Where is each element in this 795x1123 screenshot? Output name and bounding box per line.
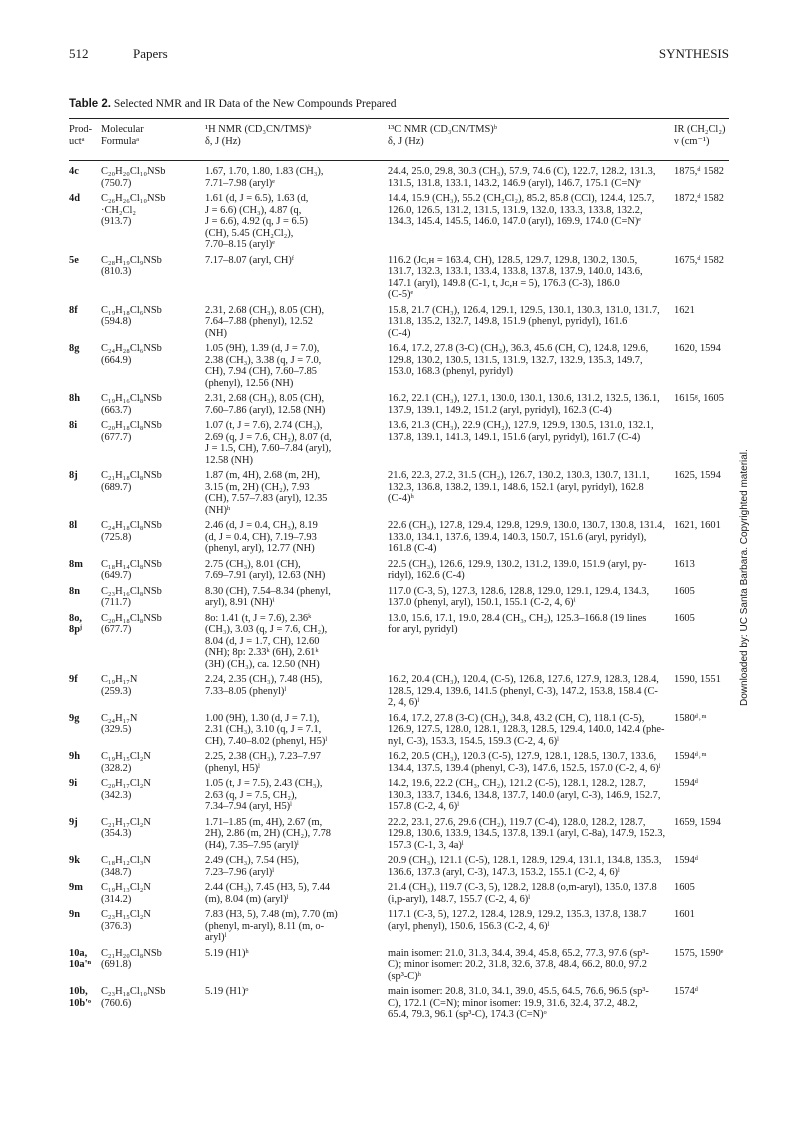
product-cell: 8o, 8pʲ bbox=[69, 612, 82, 635]
ir-cell: 1621, 1601 bbox=[674, 520, 721, 531]
formula-cell: C₂₀H₁₈Cl₈NSb (677.7) bbox=[101, 420, 162, 443]
section-name: Papers bbox=[133, 46, 168, 61]
page-header bbox=[69, 46, 729, 62]
ir-cell: 1594ᵈ bbox=[674, 778, 699, 789]
caption-text: Selected NMR and IR Data of the New Compounds Prepared bbox=[113, 98, 397, 110]
h-nmr-cell: 1.87 (m, 4H), 2.68 (m, 2H), 3.15 (m, 2H) (CH₂), 7.93 (CH), 7.57–7.83 (aryl), 12.35 (NH)ʰ bbox=[205, 470, 328, 516]
table-row bbox=[69, 393, 729, 420]
product-cell: 9g bbox=[69, 712, 80, 724]
table-body bbox=[69, 166, 729, 1025]
ir-cell: 1580ᵈ˒ᵐ bbox=[674, 712, 707, 724]
ir-cell: 1620, 1594 bbox=[674, 343, 721, 354]
h-nmr-cell: 2.31, 2.68 (CH₃), 8.05 (CH), 7.64–7.88 (phenyl), 12.52 (NH) bbox=[205, 304, 325, 339]
ir-cell: 1590, 1551 bbox=[674, 674, 721, 685]
ir-cell: 1872,ᵈ 1582 bbox=[674, 193, 724, 204]
c-nmr-cell: 16.2, 22.1 (CH₃), 127.1, 130.0, 130.1, 130.6, 131.2, 132.5, 136.1, 137.9, 139.1, 149.2, 151.2 (aryl, pyridyl), 162.3 (C-4) bbox=[388, 393, 660, 416]
column-product: Prod- uctᵃ bbox=[69, 124, 93, 147]
h-nmr-cell: 1.61 (d, J = 6.5), 1.63 (d, J = 6.6) (CH₃), 4.87 (q, J = 6.6), 4.92 (q, J = 6.5) (CH), 5.45 (CH₂Cl₂), 7.70–8.15 (aryl)ᵉ bbox=[205, 193, 309, 250]
table-row bbox=[69, 420, 729, 470]
table-row bbox=[69, 193, 729, 255]
ir-cell: 1875,ᵈ 1582 bbox=[674, 166, 724, 177]
table-row bbox=[69, 305, 729, 344]
table-header-rule bbox=[69, 160, 729, 161]
c-nmr-cell: main isomer: 21.0, 31.3, 34.4, 39.4, 45.8, 65.2, 77.3, 97.6 (sp³- C); minor isomer: 20.2, 31.8, 32.6, 37.8, 48.4, 66.2, 80.0, 97.2 (sp³-C)ʰ bbox=[388, 947, 649, 982]
c-nmr-cell: 16.4, 17.2, 27.8 (3-C) (CH₃), 36.3, 45.6 (CH, C), 124.8, 129.6, 129.8, 130.2, 130.5, 131.5, 131.9, 132.7, 132.9, 135.3, 149.7, 153.0, 168.3 (phenyl, pyridyl) bbox=[388, 343, 649, 377]
formula-cell: C₁₈H₁₂Cl₃N (348.7) bbox=[101, 855, 151, 878]
ir-cell: 1621 bbox=[674, 304, 695, 316]
table-row bbox=[69, 470, 729, 520]
table-row bbox=[69, 613, 729, 675]
formula-cell: C₂₀H₁₇Cl₂N (342.3) bbox=[101, 778, 151, 801]
table-row bbox=[69, 586, 729, 613]
h-nmr-cell: 1.71–1.85 (m, 4H), 2.67 (m, 2H), 2.86 (m, 2H) (CH₂), 7.78 (H4), 7.35–7.95 (aryl)ˡ bbox=[205, 816, 331, 851]
c-nmr-cell: 21.6, 22.3, 27.2, 31.5 (CH₂), 126.7, 130.2, 130.3, 130.7, 131.1, 132.3, 136.8, 138.2, 139.1, 148.6, 152.1 (aryl, pyridyl), 162.8 (C-4)ʰ bbox=[388, 470, 650, 504]
ir-cell: 1605 bbox=[674, 585, 695, 597]
product-cell: 9n bbox=[69, 909, 80, 920]
product-cell: 9h bbox=[69, 751, 80, 762]
h-nmr-cell: 2.44 (CH₃), 7.45 (H3, 5), 7.44 (m), 8.04 (m) (aryl)ˡ bbox=[205, 882, 331, 905]
h-nmr-cell: 2.75 (CH₃), 8.01 (CH), 7.69–7.91 (aryl), 12.63 (NH) bbox=[205, 558, 326, 581]
column-h-nmr: ¹H NMR (CD₃CN/TMS)ᵇ δ, J (Hz) bbox=[205, 124, 312, 147]
formula-cell: C₁₉H₁₇N (259.3) bbox=[101, 674, 138, 697]
h-nmr-cell: 1.07 (t, J = 7.6), 2.74 (CH₃), 2.69 (q, J = 7.6, CH₂), 8.07 (d, J = 1.5, CH), 7.60–7.84 (aryl), 12.58 (NH) bbox=[205, 420, 332, 466]
table-row bbox=[69, 520, 729, 559]
c-nmr-cell: main isomer: 20.8, 31.0, 34.1, 39.0, 45.5, 64.5, 76.6, 96.5 (sp³- C), 172.1 (C=N); minor isomer: 19.9, 31.6, 32.4, 37.2, 48.2, 65.4, 79.3, 96.1 (sp³-C), 174.3 (C=N)ᵒ bbox=[388, 986, 649, 1020]
product-cell: 8m bbox=[69, 558, 83, 570]
table-row bbox=[69, 855, 729, 882]
table-caption bbox=[69, 98, 397, 110]
c-nmr-cell: 22.5 (CH₃), 126.6, 129.9, 130.2, 131.2, 139.0, 151.9 (aryl, py- ridyl), 162.6 (C-4) bbox=[388, 558, 647, 581]
ir-cell: 1675,ᵈ 1582 bbox=[674, 254, 724, 266]
c-nmr-cell: 15.8, 21.7 (CH₃), 126.4, 129.1, 129.5, 130.1, 130.3, 131.0, 131.7, 131.8, 135.2, 132.7, 149.8, 151.9 (phenyl, pyridyl), 161.6 (C-4) bbox=[388, 304, 660, 339]
table-row bbox=[69, 817, 729, 856]
h-nmr-cell: 2.24, 2.35 (CH₃), 7.48 (H5), 7.33–8.05 (phenyl)ˡ bbox=[205, 674, 323, 697]
table-row bbox=[69, 343, 729, 393]
h-nmr-cell: 2.46 (d, J = 0.4, CH₃), 8.19 (d, J = 0.4, CH), 7.19–7.93 (phenyl, aryl), 12.77 (NH) bbox=[205, 520, 318, 554]
ir-cell: 1615ᵍ, 1605 bbox=[674, 393, 724, 404]
table-row bbox=[69, 909, 729, 948]
product-cell: 8f bbox=[69, 304, 78, 316]
table-row bbox=[69, 986, 729, 1025]
c-nmr-cell: 117.0 (C-3, 5), 127.3, 128.6, 128.8, 129.0, 129.1, 129.4, 134.3, 137.0 (phenyl, aryl), 150.1, 155.1 (C-2, 4, 6)ⁱ bbox=[388, 585, 650, 608]
journal-name: SYNTHESIS bbox=[658, 46, 729, 61]
product-cell: 10a, 10a'ⁿ bbox=[69, 947, 92, 970]
c-nmr-cell: 13.6, 21.3 (CH₃), 22.9 (CH₂), 127.9, 129.9, 130.5, 131.0, 132.1, 137.8, 139.1, 141.3, 149.1, 151.6 (aryl, pyridyl), 161.7 (C-4) bbox=[388, 420, 654, 443]
h-nmr-cell: 2.49 (CH₃), 7.54 (H5), 7.23–7.96 (aryl)ˡ bbox=[205, 855, 299, 878]
table-header bbox=[69, 124, 729, 158]
column-ir: IR (CH₂Cl₂) ν (cm⁻¹) bbox=[674, 124, 726, 147]
product-cell: 4d bbox=[69, 193, 80, 204]
product-cell: 9k bbox=[69, 855, 80, 866]
table-row bbox=[69, 948, 729, 987]
formula-cell: C₂₀H₁₈Cl₈NSb (677.7) bbox=[101, 612, 162, 635]
c-nmr-cell: 14.4, 15.9 (CH₃), 55.2 (CH₂Cl₂), 85.2, 85.8 (CCl), 124.4, 125.7, 126.0, 126.5, 131.2, 131.5, 131.9, 132.0, 133.3, 133.8, 132.2, 134.3, 145.4, 145.5, 146.0, 147.0 (aryl), 169.9, 174.0 (C=N)ᵉ bbox=[388, 193, 655, 227]
formula-cell: C₁₉H₁₈Cl₆NSb (594.8) bbox=[101, 304, 162, 327]
formula-cell: C₂₄H₁₈Cl₈NSb (725.8) bbox=[101, 520, 162, 543]
formula-cell: C₁₉H₁₆Cl₈NSb (663.7) bbox=[101, 393, 162, 416]
c-nmr-cell: 24.4, 25.0, 29.8, 30.3 (CH₃), 57.9, 74.6 (C), 122.7, 128.2, 131.3, 131.5, 131.8, 133.1, 143.2, 146.9 (aryl), 146.7, 175.1 (C=N)ᵉ bbox=[388, 166, 656, 189]
download-notice: Downloaded by: UC Santa Barbara. Copyrighted material. bbox=[739, 449, 750, 706]
formula-cell: C₂₄H₁₇N (329.5) bbox=[101, 712, 138, 735]
table-row bbox=[69, 255, 729, 305]
c-nmr-cell: 117.1 (C-3, 5), 127.2, 128.4, 128.9, 129.2, 135.3, 137.8, 138.7 (aryl, phenyl), 150.6, 156.3 (C-2, 4, 6)ˡ bbox=[388, 909, 647, 932]
product-cell: 10b, 10b'ᵒ bbox=[69, 986, 92, 1009]
product-cell: 8l bbox=[69, 520, 78, 531]
formula-cell: C₁₈H₁₄Cl₈NSb (649.7) bbox=[101, 558, 162, 581]
formula-cell: C₂₁H₁₇Cl₂N (354.3) bbox=[101, 816, 151, 839]
formula-cell: C₂₈H₁₉Cl₉NSb (810.3) bbox=[101, 254, 162, 277]
table-row bbox=[69, 559, 729, 586]
c-nmr-cell: 16.4, 17.2, 27.8 (3-C) (CH₃), 34.8, 43.2 (CH, C), 118.1 (C-5), 126.9, 127.5, 128.0, 128.1, 128.3, 128.5, 129.4, 140.0, 142.4 (phe- nyl, C-3), 153.3, 154.5, 159.3 (C-2, 4, 6)ˡ bbox=[388, 712, 665, 747]
ir-cell: 1594ᵈ˒ᵐ bbox=[674, 751, 707, 762]
formula-cell: C₂₃H₁₆Cl₈NSb (711.7) bbox=[101, 585, 162, 608]
formula-cell: C₁₉H₁₅Cl₂N (328.2) bbox=[101, 751, 151, 774]
column-formula: Molecular Formulaᵃ bbox=[101, 124, 144, 147]
h-nmr-cell: 8o: 1.41 (t, J = 7.6), 2.36ᵏ (CH₃), 3.03 (q, J = 7.6, CH₂), 8.04 (d, J = 1.7, CH), 12.60 (NH); 8p: 2.33ᵏ (6H), 2.61ᵏ (3H) (CH₃), ca. 12.50 (NH) bbox=[205, 612, 328, 670]
page-number: 512 bbox=[69, 46, 89, 61]
product-cell: 8n bbox=[69, 585, 80, 597]
h-nmr-cell: 8.30 (CH), 7.54–8.34 (phenyl, aryl), 8.91 (NH)ⁱ bbox=[205, 585, 331, 608]
h-nmr-cell: 5.19 (H1)ʰ bbox=[205, 947, 249, 959]
h-nmr-cell: 2.25, 2.38 (CH₃), 7.23–7.97 (phenyl, H5)ˡ bbox=[205, 751, 321, 774]
caption-label: Table 2. bbox=[69, 98, 111, 110]
product-cell: 5e bbox=[69, 254, 79, 266]
h-nmr-cell: 5.19 (H1)ᵒ bbox=[205, 986, 249, 997]
ir-cell: 1605 bbox=[674, 612, 695, 624]
c-nmr-cell: 16.2, 20.5 (CH₃), 120.3 (C-5), 127.9, 128.1, 128.5, 130.7, 133.6, 134.4, 137.5, 139.4 (phenyl, C-3), 147.6, 152.5, 157.0 (C-2, 4, 6)ˡ bbox=[388, 751, 661, 774]
c-nmr-cell: 14.2, 19.6, 22.2 (CH₃, CH₂), 121.2 (C-5), 128.1, 128.2, 128.7, 130.3, 133.7, 134.6, 134.8, 137.7, 140.0 (aryl, C-3), 146.9, 152.7, 157.8 (C-2, 4, 6)ˡ bbox=[388, 778, 661, 812]
product-cell: 8g bbox=[69, 343, 80, 354]
product-cell: 8i bbox=[69, 420, 78, 431]
product-cell: 8h bbox=[69, 393, 80, 404]
h-nmr-cell: 1.67, 1.70, 1.80, 1.83 (CH₃), 7.71–7.98 (aryl)ᵉ bbox=[205, 166, 324, 189]
c-nmr-cell: 13.0, 15.6, 17.1, 19.0, 28.4 (CH₃, CH₂), 125.3–166.8 (19 lines for aryl, pyridyl) bbox=[388, 612, 647, 635]
table-row bbox=[69, 778, 729, 817]
formula-cell: C₂₆H₂₆Cl₁₀NSb ·CH₂Cl₂ (913.7) bbox=[101, 193, 166, 227]
table-row bbox=[69, 882, 729, 909]
formula-cell: C₂₀H₂₀Cl₁₀NSb (750.7) bbox=[101, 166, 166, 189]
h-nmr-cell: 7.83 (H3, 5), 7.48 (m), 7.70 (m) (phenyl, m-aryl), 8.11 (m, o- aryl)ˡ bbox=[205, 909, 338, 943]
ir-cell: 1594ᵈ bbox=[674, 855, 699, 866]
c-nmr-cell: 21.4 (CH₃), 119.7 (C-3, 5), 128.2, 128.8 (o,m-aryl), 135.0, 137.8 (i,p-aryl), 148.7, 155.7 (C-2, 4, 6)ˡ bbox=[388, 882, 657, 905]
column-c-nmr: ¹³C NMR (CD₃CN/TMS)ᵇ δ, J (Hz) bbox=[388, 124, 497, 147]
c-nmr-cell: 22.6 (CH₃), 127.8, 129.4, 129.8, 129.9, 130.0, 130.7, 130.8, 131.4, 133.0, 134.1, 137.6, 139.4, 140.3, 150.7, 151.6 (aryl, pyridyl), 161.8 (C-4) bbox=[388, 520, 665, 554]
product-cell: 9i bbox=[69, 778, 78, 789]
table-row bbox=[69, 751, 729, 778]
h-nmr-cell: 1.05 (9H), 1.39 (d, J = 7.0), 2.38 (CH₃), 3.38 (q, J = 7.0, CH), 7.94 (CH), 7.60–7.85 (phenyl), 12.56 (NH) bbox=[205, 343, 322, 389]
c-nmr-cell: 16.2, 20.4 (CH₃), 120.4, (C-5), 126.8, 127.6, 127.9, 128.3, 128.4, 128.5, 129.4, 139.6, 141.5 (phenyl, C-3), 147.2, 153.8, 158.4 (C- 2, 4, 6)ˡ bbox=[388, 674, 659, 708]
h-nmr-cell: 2.31, 2.68 (CH₃), 8.05 (CH), 7.60–7.86 (aryl), 12.58 (NH) bbox=[205, 393, 326, 416]
product-cell: 9j bbox=[69, 816, 78, 828]
ir-cell: 1613 bbox=[674, 558, 695, 570]
ir-cell: 1575, 1590ᵉ bbox=[674, 947, 724, 959]
product-cell: 8j bbox=[69, 470, 78, 481]
formula-cell: C₁₉H₁₃Cl₂N (314.2) bbox=[101, 882, 151, 905]
c-nmr-cell: 20.9 (CH₃), 121.1 (C-5), 128.1, 128.9, 129.4, 131.1, 134.8, 135.3, 136.6, 137.3 (aryl, C-3), 147.3, 153.2, 155.1 (C-2, 4, 6)ˡ bbox=[388, 855, 662, 878]
product-cell: 9m bbox=[69, 882, 83, 893]
table-top-rule bbox=[69, 118, 729, 119]
table-row bbox=[69, 674, 729, 713]
table-row bbox=[69, 713, 729, 752]
product-cell: 9f bbox=[69, 674, 78, 685]
formula-cell: C₂₁H₂₀Cl₈NSb (691.8) bbox=[101, 947, 162, 970]
product-cell: 4c bbox=[69, 166, 79, 177]
ir-cell: 1659, 1594 bbox=[674, 816, 721, 828]
formula-cell: C₂₄H₂₈Cl₆NSb (664.9) bbox=[101, 343, 162, 366]
h-nmr-cell: 1.00 (9H), 1.30 (d, J = 7.1), 2.31 (CH₃), 3.10 (q, J = 7.1, CH), 7.40–8.02 (phenyl, H5)ˡ bbox=[205, 712, 328, 747]
ir-cell: 1625, 1594 bbox=[674, 470, 721, 481]
ir-cell: 1574ᵈ bbox=[674, 986, 699, 997]
formula-cell: C₂₁H₁₈Cl₈NSb (689.7) bbox=[101, 470, 162, 493]
c-nmr-cell: 22.2, 23.1, 27.6, 29.6 (CH₂), 119.7 (C-4), 128.0, 128.2, 128.7, 129.8, 130.6, 133.9, 134.5, 137.8, 139.1 (aryl, C-8a), 147.9, 152.3, 157.3 (C-1, 3, 4a)ˡ bbox=[388, 816, 666, 851]
table-row bbox=[69, 166, 729, 193]
h-nmr-cell: 1.05 (t, J = 7.5), 2.43 (CH₃), 2.63 (q, J = 7.5, CH₂), 7.34–7.94 (aryl, H5)ˡ bbox=[205, 778, 323, 812]
ir-cell: 1601 bbox=[674, 909, 695, 920]
c-nmr-cell: 116.2 (Jᴄ,ʜ = 163.4, CH), 128.5, 129.7, 129.8, 130.2, 130.5, 131.7, 132.3, 133.1, 133.4, 133.8, 137.8, 137.9, 140.0, 143.6, 147.1 (aryl), 149.8 (C-1, t, Jᴄ,ʜ = 5), 176.3 (C-3), 186.0 (C-5)ᵉ bbox=[388, 254, 643, 300]
ir-cell: 1605 bbox=[674, 882, 695, 893]
formula-cell: C₂₃H₁₈Cl₁₀NSb (760.6) bbox=[101, 986, 166, 1009]
h-nmr-cell: 7.17–8.07 (aryl, CH)ᶠ bbox=[205, 254, 295, 266]
formula-cell: C₂₃H₁₅Cl₂N (376.3) bbox=[101, 909, 151, 932]
